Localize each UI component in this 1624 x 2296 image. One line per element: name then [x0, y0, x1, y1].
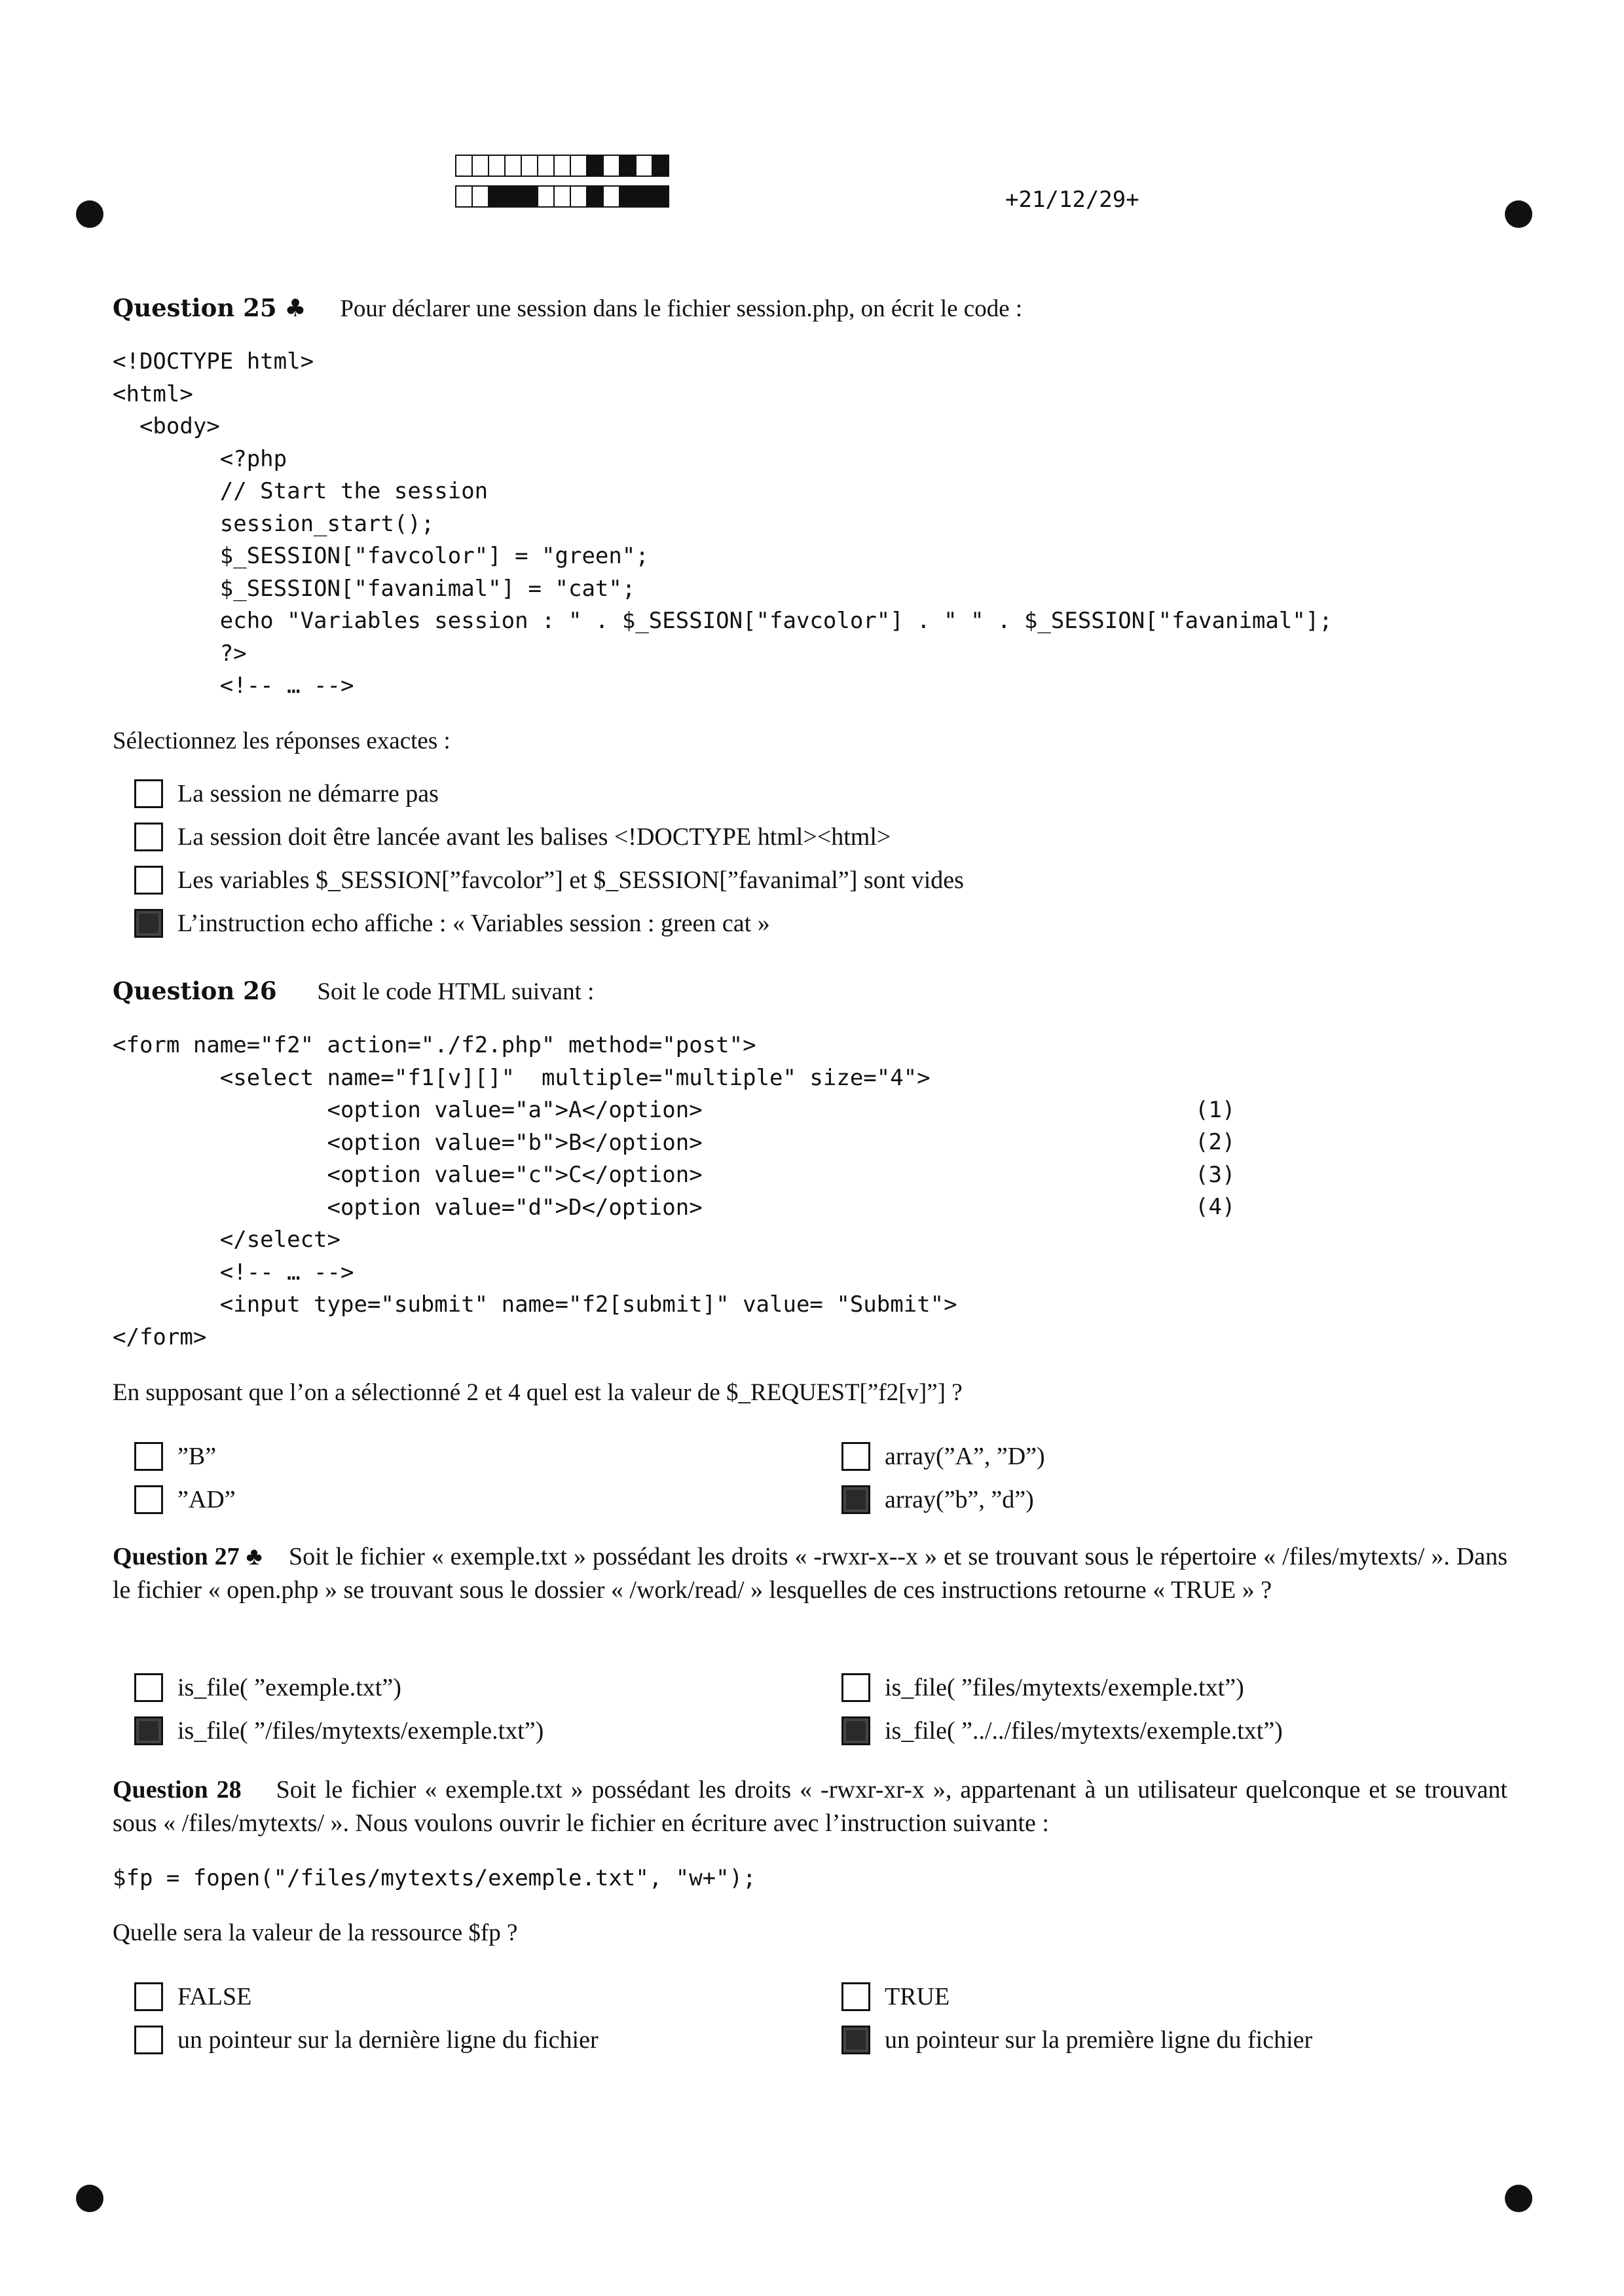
code-line: <input type="submit" name="f2[submit]" value= "Submit">	[113, 1291, 957, 1318]
option-label: is_file( ”exemple.txt”)	[177, 1674, 401, 1701]
code-line: <body>	[113, 413, 220, 439]
code-line: </select>	[113, 1227, 341, 1253]
code-line: <option value="b">B</option>	[113, 1129, 703, 1156]
registration-mark-top-right	[1505, 200, 1532, 228]
line-label-1: (1)	[1195, 1097, 1236, 1123]
registration-mark-bottom-right	[1505, 2185, 1532, 2212]
q25-option-2[interactable]	[134, 823, 891, 851]
code-line: $_SESSION["favanimal"] = "cat";	[113, 575, 636, 602]
q25-text: Pour déclarer une session dans le fichier session.php, on écrit le code :	[340, 295, 1023, 322]
q28-option-1[interactable]	[134, 1982, 251, 2011]
checkbox[interactable]	[134, 909, 163, 938]
code-line: <html>	[113, 380, 193, 407]
barcode-cell	[537, 155, 555, 177]
q26-option-4[interactable]	[841, 1485, 1034, 1514]
checkbox[interactable]	[134, 823, 163, 851]
code-line: <select name="f1[v][]" multiple="multiple" size="4">	[113, 1064, 931, 1091]
barcode-cell	[570, 185, 587, 208]
option-label: La session ne démarre pas	[177, 780, 439, 807]
q28-option-3[interactable]	[134, 2026, 599, 2054]
option-label: ”B”	[177, 1443, 217, 1470]
barcode-cell	[635, 155, 653, 177]
option-label: L’instruction echo affiche : « Variables session : green cat »	[177, 910, 770, 937]
registration-mark-bottom-left	[76, 2185, 103, 2212]
option-label: is_file( ”../../files/mytexts/exemple.txt”)	[885, 1717, 1283, 1745]
checkbox[interactable]	[134, 1716, 163, 1745]
checkbox[interactable]	[134, 866, 163, 895]
barcode-cell	[488, 185, 506, 208]
barcode-cell	[602, 155, 620, 177]
barcode-cell	[652, 185, 669, 208]
barcode-cell	[455, 155, 473, 177]
barcode-cell	[586, 155, 604, 177]
barcode-row-2	[455, 185, 668, 208]
code-line: $_SESSION["favcolor"] = "green";	[113, 543, 649, 569]
q25-number: Question 25	[113, 293, 277, 322]
q28-option-4[interactable]	[841, 2026, 1312, 2054]
checkbox[interactable]	[841, 1673, 870, 1702]
barcode-cell	[619, 185, 637, 208]
q25-option-4[interactable]	[134, 909, 770, 938]
q26-number: Question 26	[113, 976, 277, 1005]
code-line: <option value="d">D</option>	[113, 1194, 703, 1221]
code-line: <option value="c">C</option>	[113, 1162, 703, 1188]
barcode-cell	[504, 155, 522, 177]
line-label-4: (4)	[1195, 1194, 1236, 1220]
q27-option-4[interactable]	[841, 1716, 1283, 1745]
checkbox[interactable]	[134, 1982, 163, 2011]
code-line: // Start the session	[113, 478, 489, 504]
barcode-cell	[471, 155, 489, 177]
option-label: is_file( ”files/mytexts/exemple.txt”)	[885, 1674, 1244, 1701]
line-label-2: (2)	[1195, 1129, 1236, 1155]
club-icon: ♣	[284, 294, 306, 322]
barcode-cell	[635, 185, 653, 208]
checkbox[interactable]	[134, 1485, 163, 1514]
barcode-cell	[455, 185, 473, 208]
q26-heading	[113, 974, 594, 1009]
option-label: FALSE	[177, 1983, 252, 2010]
checkbox[interactable]	[841, 1442, 870, 1471]
checkbox[interactable]	[134, 1442, 163, 1471]
code-line: <!-- … -->	[113, 1259, 354, 1286]
q28-text: Soit le fichier « exemple.txt » possédant les droits « -rwxr-xr-x », appartenant à un utilisateur quelconque et se trouvant sous « /files/mytexts/ ». Nous voulons ouvrir le fichier en écriture avec l’instruction suivante :	[113, 1776, 1507, 1837]
option-label: array(”b”, ”d”)	[885, 1486, 1034, 1513]
code-line: session_start();	[113, 510, 435, 537]
option-label: Les variables $_SESSION[”favcolor”] et $_SESSION[”favanimal”] sont vides	[177, 866, 964, 894]
barcode-cell	[553, 185, 571, 208]
q28-code: $fp = fopen("/files/mytexts/exemple.txt", "w+");	[113, 1865, 756, 1891]
code-line: <form name="f2" action="./f2.php" method="post">	[113, 1032, 756, 1058]
q25-heading	[113, 291, 1022, 325]
q26-prompt: En supposant que l’on a sélectionné 2 et 4 quel est la valeur de $_REQUEST[”f2[v]”] ?	[113, 1379, 963, 1406]
barcode-cell	[652, 155, 669, 177]
q28-number: Question 28	[113, 1776, 242, 1804]
checkbox[interactable]	[841, 1982, 870, 2011]
q25-option-3[interactable]	[134, 866, 964, 895]
barcode-cell	[553, 155, 571, 177]
checkbox[interactable]	[841, 2026, 870, 2054]
checkbox[interactable]	[841, 1716, 870, 1745]
code-line: ?>	[113, 640, 247, 667]
barcode-cell	[537, 185, 555, 208]
q27-text: Soit le fichier « exemple.txt » possédant les droits « -rwxr-x--x » et se trouvant sous le répertoire « /files/mytexts/ ». Dans le fichier « open.php » se trouvant sous le dossier « /work/read/ » lesquelles de ces instructions retourne « TRUE » ?	[113, 1543, 1508, 1604]
checkbox[interactable]	[134, 779, 163, 808]
barcode-cell	[570, 155, 587, 177]
q27-number: Question 27	[113, 1543, 240, 1570]
code-line: <!DOCTYPE html>	[113, 348, 314, 375]
barcode-cell	[619, 155, 637, 177]
option-label: un pointeur sur la dernière ligne du fichier	[177, 2026, 599, 2054]
q25-option-1[interactable]	[134, 779, 439, 808]
q28-option-2[interactable]	[841, 1982, 950, 2011]
q26-code	[113, 1029, 957, 1354]
code-line: </form>	[113, 1324, 207, 1350]
q26-option-1[interactable]	[134, 1442, 216, 1471]
q27-option-2[interactable]	[841, 1673, 1244, 1702]
barcode-cell	[602, 185, 620, 208]
checkbox[interactable]	[841, 1485, 870, 1514]
q27-heading	[113, 1540, 1507, 1607]
barcode-row-1	[455, 155, 668, 177]
barcode-cell	[504, 185, 522, 208]
option-label: ”AD”	[177, 1486, 236, 1513]
q27-option-1[interactable]	[134, 1673, 401, 1702]
option-label: La session doit être lancée avant les balises <!DOCTYPE html><html>	[177, 823, 891, 851]
code-line: <?php	[113, 445, 287, 472]
code-line: <!-- … -->	[113, 673, 354, 699]
barcode-cell	[521, 155, 538, 177]
q25-prompt: Sélectionnez les réponses exactes :	[113, 728, 451, 754]
q28-heading	[113, 1773, 1507, 1840]
q25-code	[113, 346, 1333, 703]
q28-prompt: Quelle sera la valeur de la ressource $fp ?	[113, 1919, 518, 1946]
barcode-cell	[521, 185, 538, 208]
registration-mark-top-left	[76, 200, 103, 228]
q26-option-3[interactable]	[134, 1485, 236, 1514]
option-label: TRUE	[885, 1983, 950, 2010]
line-label-3: (3)	[1195, 1162, 1236, 1188]
page-id: +21/12/29+	[1005, 187, 1139, 213]
q26-option-2[interactable]	[841, 1442, 1045, 1471]
checkbox[interactable]	[134, 1673, 163, 1702]
option-label: array(”A”, ”D”)	[885, 1443, 1045, 1470]
option-label: is_file( ”/files/mytexts/exemple.txt”)	[177, 1717, 544, 1745]
club-icon: ♣	[246, 1543, 263, 1570]
code-line: echo "Variables session : " . $_SESSION["favcolor"] . " " . $_SESSION["favanimal"];	[113, 608, 1333, 634]
q26-text: Soit le code HTML suivant :	[317, 978, 595, 1005]
code-line: <option value="a">A</option>	[113, 1097, 703, 1123]
checkbox[interactable]	[134, 2026, 163, 2054]
barcode-cell	[586, 185, 604, 208]
q27-option-3[interactable]	[134, 1716, 544, 1745]
barcode-cell	[471, 185, 489, 208]
barcode-cell	[488, 155, 506, 177]
option-label: un pointeur sur la première ligne du fichier	[885, 2026, 1313, 2054]
